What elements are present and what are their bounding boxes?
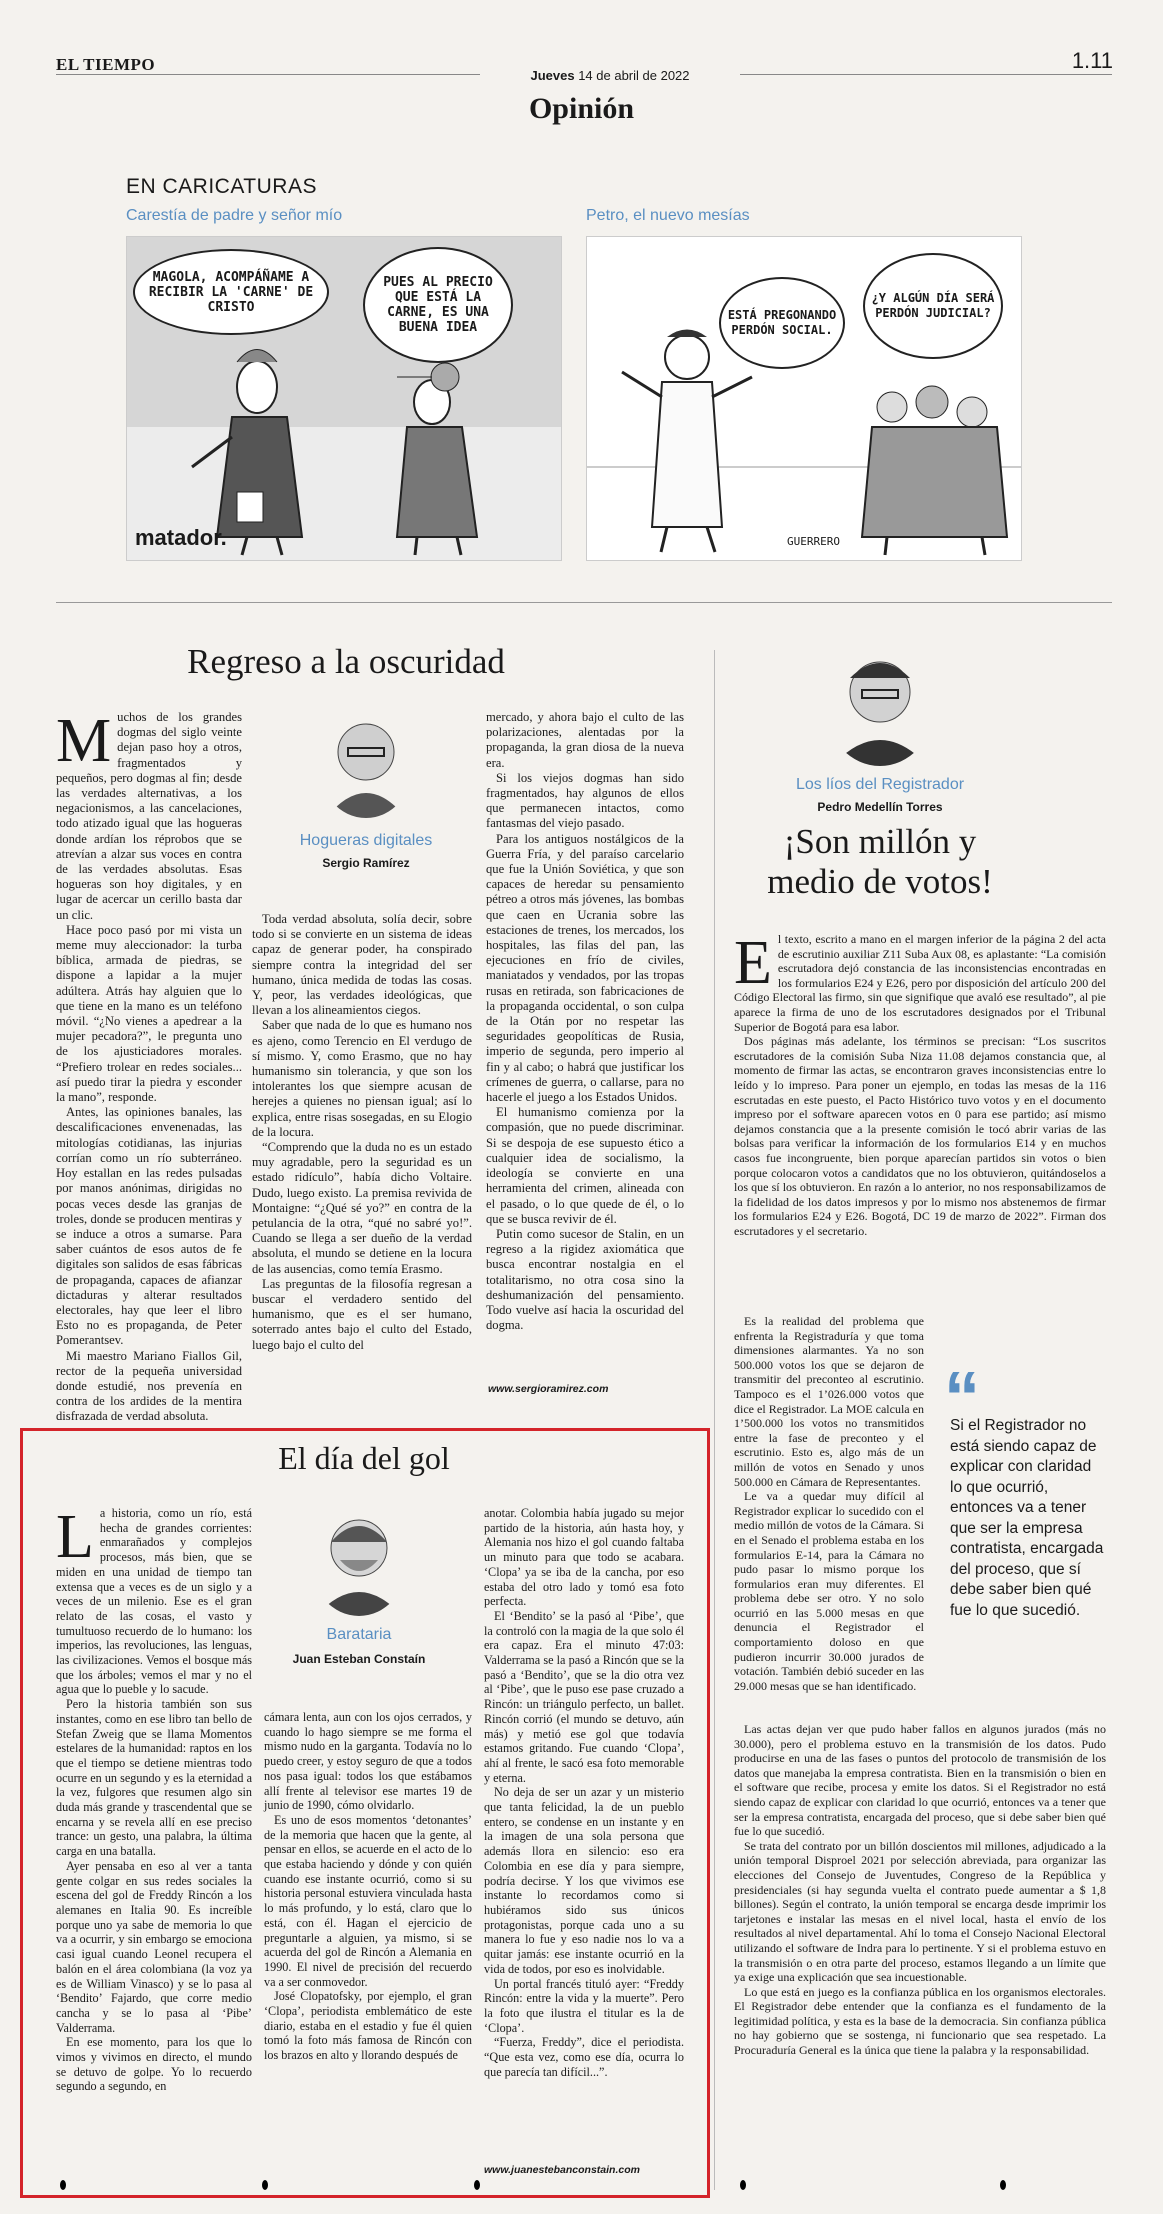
author-photo-sergio-ramirez	[318, 708, 414, 818]
page-number: 1.11	[1071, 48, 1113, 73]
article2-paragraph: Se trata del contrato por un billón doscientos mil millones, adjudicado a la unión temporal Disproel 2021 por selección abreviada, para organizar las elecciones del Consejo de Juventudes, Congreso de la República y presidenciales (si hay segunda vuelta el contrato puede aumentar a $ 1,8 billones). Según el contrato, la unión temporal se encarga desde imprimir los tarjetones e instalar las mesas en el nivel local, hasta el envío de los resultados al nivel departamental. Ahí lo toma el Consejo Nacional Electoral utilizando el software de Indra para lo pertinente. Y si el problema estuvo en la transmisión o en otra parte del proceso, estamos llegando a un límite que ya exige una explicación que sea incuestionable.	[734, 1838, 1106, 1985]
cartoon-right-subtitle: Petro, el nuevo mesías	[586, 207, 750, 224]
article1-paragraph: mercado, y ahora bajo el culto de las polarizaciones, alentadas por la propaganda, la gran diosa de la nueva era.	[486, 710, 684, 770]
article2-paragraph: Lo que está en juego es la confianza pública en los organismos electorales. El Registrador debe entender que la confianza es el fundamento de la legitimidad política, y esta es la base de la democracia. Sin confianza pública no hay gobierno que se sostenga, ni funcionario que sea respetado. La Procuraduría General es la única que tiene la palabra y la responsabilidad.	[734, 1984, 1106, 2058]
article1-paragraph: “Comprendo que la duda no es un estado muy agradable, pero la seguridad es un estado ridículo”, había dicho Voltaire. Dudo, luego existo. La premisa revivida de Montaigne: “¿Qué sé yo?” en contra de la petulancia de la otra, “qué no sabré yo!”. Cuando se llega a ser dueño de la verdad absoluta, el mundo se detiene en la locura de las ausencias, como temía Erasmo.	[252, 1140, 472, 1276]
divider	[56, 602, 1112, 603]
article3-paragraph: Es uno de esos momentos ‘detonantes’ de la memoria que hacen que la gente, al pensar en ellos, se acuerde en el acto de lo que estaba haciendo y dónde y con quién cuando ese instante ocurrió, como si su historia personal estuviera vinculada hasta lo más profundo, y lo está, claro que lo está, con él. Hagan el ejercicio de preguntarle a alguien, ya mismo, si se acuerda del gol de Rincón a Alemania en 1990. El nivel de precisión del recuerdo va a ser conmovedor.	[264, 1812, 472, 1989]
article1-url[interactable]: www.sergioramirez.com	[488, 1383, 609, 1395]
quote-mark-icon: “	[944, 1358, 980, 1438]
article1-paragraph: Para los antiguos nostálgicos de la Guerra Fría, y del paraíso carcelario que fue la Unión Soviética, y que son capaces de heredar su pensamiento pétreo a otros más jóvenes, las bombas que caen en Ucrania sobre las estaciones de trenes, los mercados, los hospitales, las filas del pan, las ejecuciones en frío de civiles, maniatados y vendados, por las tropas rusas en retirada, son fabricaciones de la propaganda occidental, o son culpa de la Otán por no respetar las seguridades geopolíticas de Rusia, imperio de segunda, pero imperio al fin y al cabo; o habrá que justificar los crímenes de guerra, o callarse, para no hacerle el juego a los Estados Unidos.	[486, 831, 684, 1105]
author-photo-juan-esteban-constain	[310, 1504, 408, 1616]
article3-column-name: Barataria	[326, 1626, 392, 1643]
article3-paragraph: El ‘Bendito’ se la pasó al ‘Pibe’, que la controló con la magia de la que solo él era capaz. Era el minuto 47:03: Valderrama se la pasó a Rincón que se la pasó a ‘Bendito’, que se la dio otra vez al ‘Pibe’, que le puso ese pase cruzado a Rincón: un triángulo perfecto, un ballet. Rincón corrió (el mundo se detuvo, aún más) y metió ese gol que todavía estamos gritando. Fue cuando ‘Clopa’, ahí al frente, le sacó esa foto memorable y eterna.	[484, 1608, 685, 1785]
print-mark	[1000, 2180, 1006, 2190]
print-mark	[474, 2180, 480, 2190]
masthead: EL TIEMPO	[56, 55, 156, 74]
article2-col-mid	[734, 1314, 924, 1693]
article3-col1	[56, 1503, 252, 2094]
article1-paragraph: El humanismo comienza por la compasión, que no puede discriminar. Si se despoja de ese supuesto ético a cualquier idea de socialismo, la ideología se convierte en una herramienta del crimen, alineada con el pasado, o lo que quede de él, o lo que se busca revivir de él.	[486, 1105, 684, 1226]
article1-paragraph: Las preguntas de la filosofía regresan a buscar el verdadero sentido del humanismo, que es el ser humano, soterrado antes bajo el culto del Estado, luego bajo el culto del	[252, 1276, 472, 1352]
article1-paragraph: Si los viejos dogmas han sido fragmentados, hay algunos de ellos que permanecen intactos, como fantasmas del viejo pasado.	[486, 770, 684, 831]
article3-url[interactable]: www.juanestebanconstain.com	[484, 2164, 640, 2176]
cartoon-right-bubble-1: ESTÁ PREGONANDO PERDÓN SOCIAL.	[719, 277, 845, 369]
print-mark	[740, 2180, 746, 2190]
article3-paragraph: No deja de ser un azar y un misterio que tanta felicidad, la de un pueblo entero, se condense en un instante y en la imagen de una sola persona que además llora en silencio: eso era Colombia en ese día y para siempre, podría decirse. Y los que vivimos ese instante lo recordamos como si hubiéramos sido sus únicos protagonistas, porque cada uno a su manera lo fue y eso nadie nos lo va a quitar jamás: ese instante ocurrió en la vida de todos, por eso es inolvidable.	[484, 1785, 684, 1976]
article1-col1	[56, 707, 242, 1425]
date-day: Jueves	[530, 68, 575, 83]
article3-paragraph: Un portal francés tituló ayer: “Freddy Rincón: entre la vida y la muerte”. Pero la foto que ilustra el titular es la de ‘Clopa’.	[484, 1976, 684, 2035]
article3-headline: El día del gol	[278, 1440, 450, 1476]
article2-headline-line2: medio de votos!	[767, 862, 993, 901]
article3-paragraph: José Clopatofsky, por ejemplo, el gran ‘Clopa’, periodista emblemático de este diario, estaba en el estadio y fue él quien tomó la foto más famosa de Rincón con los brazos en alto y llorando después de	[264, 1989, 472, 2063]
section-title: Opinión	[528, 92, 635, 125]
article2-paragraph: Es la realidad del problema que enfrenta la Registraduría y que toma dimensiones alarmantes. Ya no son 500.000 votos los que se dejaron de transmitir del preconteo al escrutinio. Tampoco es el 1’026.000 votos que dice el Registrador. La MOE calcula en 1’500.000 los votos no transmitidos entre la fase de preconteo y el escrutinio. Esto es, algo más de un millón de votos en Senado y unos 500.000 en Cámara de Representantes.	[734, 1314, 924, 1489]
column-divider	[714, 650, 715, 2190]
article2-paragraph: l texto, escrito a mano en el margen inferior de la página 2 del acta de escrutinio auxiliar Z11 Suba Aux 08, es aplastante: “La comisión escrutadora dejó constancia de las inconsistencias encontradas en los formularios E24 y E26, pero por disposición del artículo 200 del Código Electoral las firmo, sin que signifique que avaló ese resultado”, al pie aparece la firma de uno de los escrutadores designados por el Tribunal Superior de Bogotá para esa labor.	[734, 932, 1106, 1034]
article3-paragraph: cámara lenta, aun con los ojos cerrados, y cuando lo hago siempre se me forma el mismo nudo en la garganta. Todavía no lo puedo creer, y estoy seguro de que a todos nos pasa igual: todos los que estábamos allí frente al televisor ese martes 19 de junio de 1990, cómo olvidarlo.	[264, 1710, 472, 1813]
article1-col3	[486, 710, 684, 1333]
article2-drop-cap: E	[734, 929, 772, 997]
article1-paragraph: Hace poco pasó por mi vista un meme muy aleccionador: la turba bíblica, armada de piedras, se dispone a lapidar a la mujer adúltera. Atrás hay alguien que lo que tiene en la mano es un teléfono móvil. “¿No vienes a apedrear a la mujer pecadora?”, le pregunta uno de los ajusticiadores morales. “Prefiero trolear en redes sociales... así puedo tirar la piedra y esconder la mano”, responde.	[56, 922, 242, 1105]
article1-drop-cap: M	[56, 707, 112, 775]
article2-paragraph: Dos páginas más adelante, los términos se precisan: “Los suscritos escrutadores de la comisión Suba Niza 11.08 dejamos constancia que, al momento de firmar las actas, se encontraron graves inconsistencias entre lo leído y lo impreso. Para poner un ejemplo, en todas las mesas de la 116 escrutadas en este puesto, el Pacto Histórico tuvo votos y en el documento impreso por el software aparecen votos en 0 para ese partido; así mismo dejamos constancia que a la presente comisión le tocó abrir varias de las bolsas para verificar la información de los formularios E14 y en muchos casos fue incongruente, bien porque aparecían partidos sin votos o bien porque colocaron votos a candidatos que no los obtuvieron, quitándoselos a los que sí los obtuvieron. En razón a lo anterior, no nos responsabilizamos de la fidelidad de los datos impresos y por lo mismo nos abstenemos de firmar los formularios E24 y E26. Bogotá, DC 19 de marzo de 2022”. Firman dos escrutadores y el secretario.	[734, 1034, 1106, 1238]
cartoon-left-bubble-2: PUES AL PRECIO QUE ESTÁ LA CARNE, ES UNA BUENA IDEA	[363, 247, 513, 363]
print-mark	[262, 2180, 268, 2190]
article2-headline-line1: ¡Son millón y	[783, 822, 977, 861]
article2-headline	[740, 822, 1020, 902]
cartoon-left-subtitle: Carestía de padre y señor mío	[126, 207, 343, 224]
article2-col-bottom	[734, 1722, 1106, 2058]
article2-paragraph: Las actas dejan ver que pudo haber fallos en algunos jurados (más no 30.000), pero el problema estuvo en la transmisión de los datos. Pudo producirse en una de las fases o puntos del protocolo de transmisión de los datos que manejaba la empresa contratista. Bien en la transmisión o bien en el software que recibe, procesa y emite los datos. Si el Registrador no está siendo capaz de explicar con claridad lo que ocurrió, entonces va a tener que ser la empresa contratista, encargada del proceso, que si debe saber bien qué fue lo que sucedió.	[734, 1722, 1106, 1839]
cartoons-title: EN CARICATURAS	[126, 175, 317, 198]
cartoon-left	[126, 236, 562, 561]
article3-col2	[264, 1710, 472, 2063]
article1-headline: Regreso a la oscuridad	[187, 642, 505, 681]
article1-paragraph: uchos de los grandes dogmas del siglo veinte dejan paso hoy a otros, fragmentados y pequeños, pero dogmas al fin; desde las verdades alternativas, a los negacionismos, a las cancelaciones, todo atizado igual que las hogueras donde ardían los réprobos que se atrevían a alzar sus voces en contra de las verdades absolutas. Esas hogueras son hoy digitales, y en lugar de acercar un cerillo basta dar un clic.	[56, 710, 242, 922]
date-line	[480, 68, 740, 83]
article3-paragraph: “Fuerza, Freddy”, dice el periodista. “Que esta vez, como ese día, ocurra lo que parecía tan difícil...”.	[484, 2035, 684, 2079]
article1-paragraph: Mi maestro Mariano Fiallos Gil, rector de la pequeña universidad donde estudié, nos prevenía en contra de los ardides de la mentira disfrazada de verdad absoluta.	[56, 1348, 242, 1424]
cartoon-left-signature: matador.	[135, 525, 227, 550]
article1-paragraph: Saber que nada de lo que es humano nos es ajeno, como Terencio en El verdugo de sí mismo. Y, como Erasmo, que no hay humanismo sin tolerancia, y que son los intolerantes los que siempre acusan de herejes a quienes no piensan igual; así lo explica, entre risas sosegadas, en su Elogio de la locura.	[252, 1018, 472, 1139]
article1-column-name: Hogueras digitales	[299, 832, 433, 849]
cartoon-right-bubble-2: ¿Y ALGÚN DÍA SERÁ PERDÓN JUDICIAL?	[863, 253, 1003, 359]
article2-author: Pedro Medellín Torres	[817, 800, 943, 814]
article2-paragraph: Le va a quedar muy difícil al Registrador explicar lo sucedido con el medio millón de votos de la Cámara. Si en el Senado el problema estaba en los formularios E-14, para la Cámara no pudo pasar lo mismo porque los formularios eran muy diferentes. El problema debe ser otro. Y no solo ocurrió en las 5.000 mesas en que denuncia el Registrador el comportamiento doloso en que pudieron incurrir 30.000 jurados de votación. También debió suceder en las 29.000 mesas que se han identificado.	[734, 1489, 924, 1693]
article1-paragraph: Putin como sucesor de Stalin, en un regreso a la rigidez axiomática que busca encontrar nostalgia en el totalitarismo, no otra cosa sino la deshumanización del pensamiento. Todo vuelve así hacia la oscuridad del dogma.	[486, 1226, 684, 1333]
cartoon-right	[586, 236, 1022, 561]
article1-col2	[252, 912, 472, 1353]
cartoon-left-bubble-1: MAGOLA, ACOMPÁÑAME A RECIBIR LA 'CARNE' DE CRISTO	[133, 249, 329, 335]
article3-paragraph: anotar. Colombia había jugado su mejor partido de la historia, aún hasta hoy, y Alemania nos hizo el gol cuando faltaba un minuto para que todo se acabara. ‘Clopa’ ya se iba de la cancha, por eso estaba del otro lado y tomó esa foto perfecta.	[484, 1506, 684, 1609]
cartoon-right-signature: GUERRERO	[787, 535, 840, 548]
article3-paragraph: Pero la historia también son sus instantes, como en ese libro tan bello de Stefan Zweig que se llama Momentos estelares de la humanidad: raptos en los que el tiempo se detiene mientras todo ocurre en un segundo y es la eternidad a la vez, fulgores que resumen algo sin duda más grande y trascendental que se encarna y se revela allí en ese preciso trance: un gesto, una palabra, la última carga en una batalla.	[56, 1697, 252, 1859]
article3-paragraph: a historia, como un río, está hecha de grandes corrientes: enmarañados y complejos procesos, más bien, que se miden en una unidad de tiempo tan extensa que a veces es de un siglo y a veces de un milenio. Ese es el gran relato de las cosas, el vasto y tumultuoso recuerdo de lo humano: los imperios, las revoluciones, las lenguas, las civilizaciones. Vemos el bosque más que los árboles; vemos el mar y no el agua que lo pueble y lo sacude.	[56, 1506, 252, 1697]
article3-author: Juan Esteban Constaín	[292, 1652, 426, 1666]
article1-author: Sergio Ramírez	[322, 856, 410, 870]
article3-paragraph: Ayer pensaba en eso al ver a tanta gente colgar en sus redes sociales la escena del gol de Freddy Rincón a los alemanes en Italia 90. Es increíble porque uno ya sabe de memoria lo que va a ocurrir, y sin embargo se emociona casi igual cuando Leonel recupera el balón en el área colombiana (la voz ya es de William Vinasco) y se lo pasa al ‘Bendito’ Fajardo, que corre medio cancha y se lo pasa al ‘Pibe’ Valderrama.	[56, 1858, 252, 2035]
article1-paragraph: Antes, las opiniones banales, las descalificaciones envenenadas, las mitologías cotidianas, las injurias corrían como un río subterráneo. Hoy estallan en las redes pulsadas por manos anónimas, dirigidas no pocas veces desde las granjas de troles, donde se producen mentiras y se induce a otros a sumarse. Para saber cuántos de esos autos de fe digitales son salidos de esas fábricas de propaganda, capaces de afianzar dictaduras y alterar resultados electorales, hay que leer el libro Esto no es propaganda, de Peter Pomerantsev.	[56, 1105, 242, 1348]
date-text: 14 de abril de 2022	[578, 68, 690, 83]
article3-col3	[484, 1506, 684, 2079]
article2-col-top	[734, 929, 1106, 1238]
article2-pull-quote: Si el Registrador no está siendo capaz de explicar con claridad lo que ocurrió, entonces va a tener que ser la empresa contratista, encargada del proceso, que sí debe saber bien qué fue lo que sucedió.	[950, 1417, 1104, 1619]
article2-column-name: Los líos del Registrador	[795, 776, 965, 793]
article3-drop-cap: L	[56, 1503, 94, 1571]
article1-paragraph: Toda verdad absoluta, solía decir, sobre todo si se convierte en un sistema de ideas capaz de generar poder, ha conspirado siempre contra la integridad del ser humano, única medida de todas las cosas. Y, peor, las verdades ideológicas, que llevan a los alineamientos ciegos.	[252, 912, 472, 1018]
print-mark	[60, 2180, 66, 2190]
author-photo-pedro-medellin	[826, 648, 934, 766]
article3-paragraph: En ese momento, para los que lo vimos y vivimos en directo, el mundo se detuvo de golpe. Yo lo recuerdo segundo a segundo, en	[56, 2035, 252, 2094]
